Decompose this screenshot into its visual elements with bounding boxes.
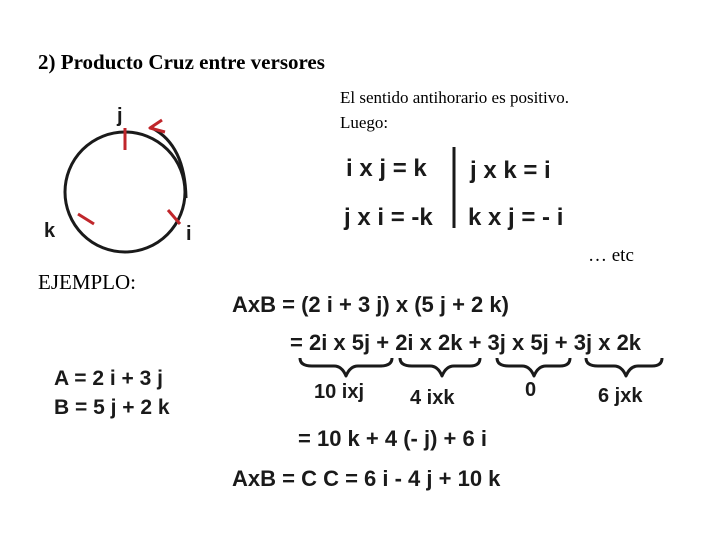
arrow-head-icon [150,120,165,132]
term-zero: 0 [525,379,537,401]
step-3: = 10 k + 4 (- j) + 6 i [298,426,487,451]
circle-label-k: k [44,220,56,242]
rule-k-x-j: k x j = - i [468,204,564,231]
tick-k [78,214,94,224]
circle-label-j: j [117,105,123,127]
brace-4 [586,358,662,376]
rule-i-x-j: i x j = k [346,155,427,182]
example-label: EJEMPLO: [38,270,137,294]
step-1: AxB = (2 i + 3 j) x (5 j + 2 k) [232,292,509,317]
step-2: = 2i x 5j + 2i x 2k + 3j x 5j + 3j x 2k [290,330,642,355]
rule-j-x-k: j x k = i [470,157,551,184]
term-6-jxk: 6 jxk [598,385,643,407]
circle-label-i: i [186,223,192,245]
vector-a: A = 2 i + 3 j [54,367,163,390]
brace-2 [400,358,480,376]
step-4: AxB = C C = 6 i - 4 j + 10 k [232,466,501,491]
term-4-ixk: 4 ixk [410,387,455,409]
ccw-arrow [152,128,186,198]
term-10-ixj: 10 ixj [314,381,365,403]
sense-note: El sentido antihorario es positivo. [340,88,569,107]
brace-1 [300,358,392,376]
etc-note: … etc [588,245,634,266]
rule-j-x-i: j x i = -k [344,204,433,231]
then-note: Luego: [340,113,389,132]
vector-b: B = 5 j + 2 k [54,396,170,419]
page-title: 2) Producto Cruz entre versores [38,50,325,74]
brace-3 [497,358,570,376]
